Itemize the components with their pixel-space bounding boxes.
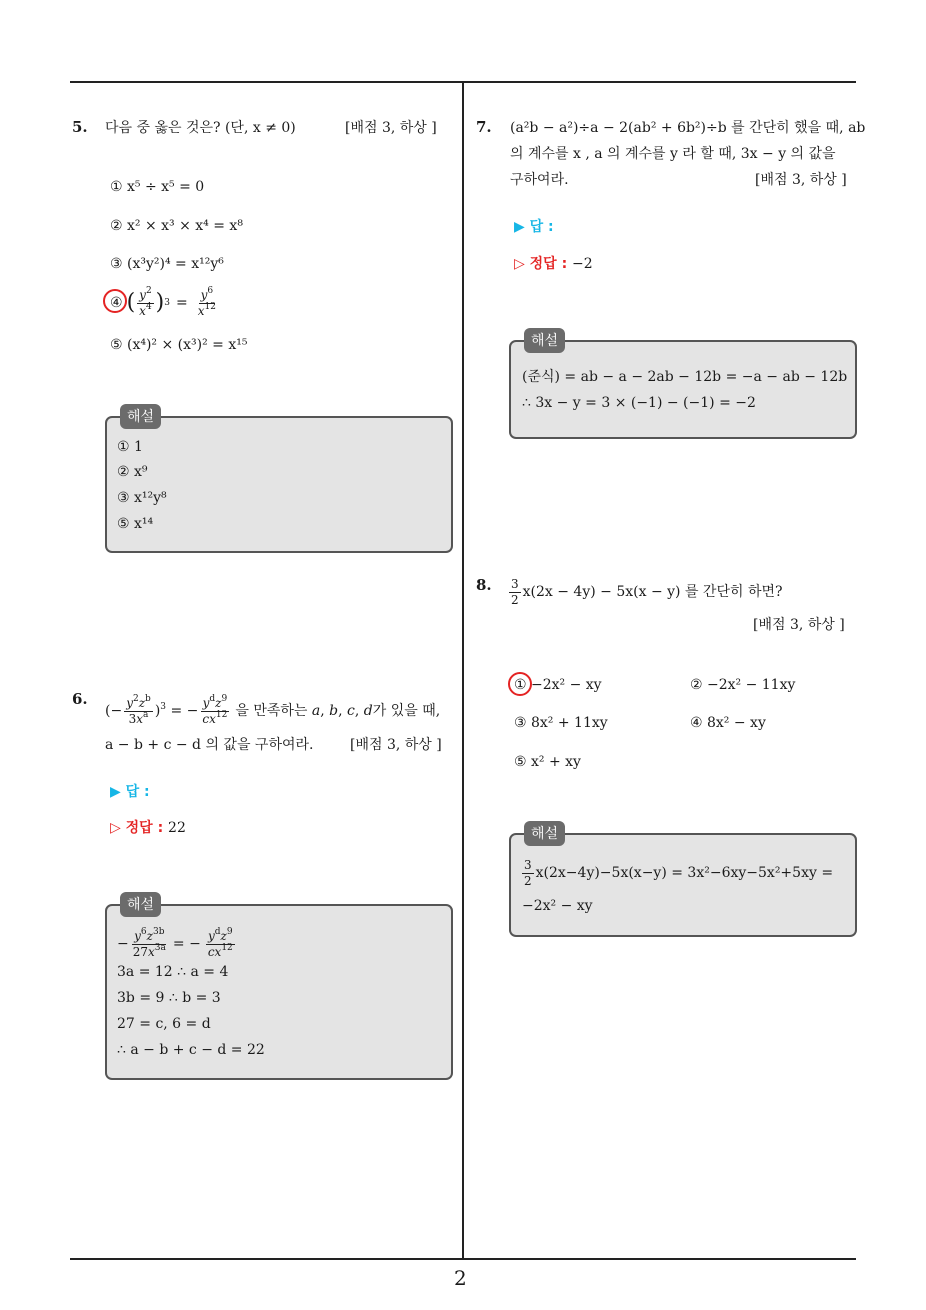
question-number: 6. bbox=[72, 690, 88, 708]
option-5[interactable]: ⑤ (x⁴)² × (x³)² = x¹⁵ bbox=[110, 337, 248, 353]
explanation-tag: 해설 bbox=[120, 892, 161, 917]
option-4[interactable]: ④ 8x² − xy bbox=[690, 715, 766, 731]
page-number: 2 bbox=[454, 1266, 467, 1290]
explanation-box bbox=[509, 340, 857, 439]
explanation-tag: 해설 bbox=[524, 821, 565, 846]
question-number: 8. bbox=[476, 576, 492, 594]
bottom-rule bbox=[70, 1258, 856, 1260]
column-divider bbox=[462, 83, 464, 1260]
explanation-line: (준식) = ab − a − 2ab − 12b = −a − ab − 12b bbox=[522, 369, 848, 385]
option-2[interactable]: ② −2x² − 11xy bbox=[690, 677, 796, 693]
question-number: 5. bbox=[72, 118, 88, 136]
score-label: [배점 3, 하상 ] bbox=[345, 120, 437, 136]
option-5[interactable]: ⑤ x² + xy bbox=[514, 754, 581, 770]
correct-value: 22 bbox=[168, 820, 186, 836]
explanation-line: ∴ 3x − y = 3 × (−1) − (−1) = −2 bbox=[522, 395, 756, 411]
explanation-line: ② x⁹ bbox=[117, 464, 148, 480]
option-4-marker: ④ bbox=[110, 295, 123, 311]
explanation-line: ∴ a − b + c − d = 22 bbox=[117, 1042, 265, 1058]
explanation-formula: − $\frac{y^6z^{3b}}{27x^{3a}}$ = − $\frac{y^dz^9}{cx^{12}}$ bbox=[117, 926, 233, 959]
question-text: 구하여라. bbox=[510, 172, 569, 188]
question-text: a − b + c − d 의 값을 구하여라. bbox=[105, 737, 314, 753]
question-number: 7. bbox=[476, 118, 492, 136]
selected-answer-circle bbox=[508, 672, 532, 696]
correct-label: ▷ 정답 : bbox=[110, 820, 164, 836]
explanation-tag: 해설 bbox=[120, 404, 161, 429]
correct-answer bbox=[514, 253, 593, 273]
question-text: x(2x − 4y) − 5x(x − y) 를 간단히 하면? bbox=[522, 584, 783, 600]
explanation-line: ① 1 bbox=[117, 439, 143, 455]
explanation-line: 3b = 9 ∴ b = 3 bbox=[117, 990, 221, 1006]
question-text: 다음 중 옳은 것은? (단, x ≠ 0) bbox=[105, 120, 296, 136]
score-label: [배점 3, 하상 ] bbox=[753, 617, 845, 633]
option-3[interactable]: ③ 8x² + 11xy bbox=[514, 715, 608, 731]
explanation-formula: $\frac{3}{2}$ x(2x−4y)−5x(x−y) = 3x²−6xy−5x²+5xy = bbox=[524, 857, 834, 888]
correct-label: ▷ 정답 : bbox=[514, 256, 568, 272]
question-formula: (− $\frac{y^2z^b}{3x^a}$ )$^3$ = − $\frac{y^dz^9}{cx^{12}}$ 을 만족하는 a, b, c, d가 있을 때, bbox=[105, 693, 441, 726]
option-4-formula: ( $\frac{y^2}{x^4}$ ) 3 = $\frac{y^6}{x^{12}}$ bbox=[126, 285, 216, 318]
score-label: [배점 3, 하상 ] bbox=[350, 737, 442, 753]
score-label: [배점 3, 하상 ] bbox=[755, 172, 847, 188]
option-1[interactable]: ① x⁵ ÷ x⁵ = 0 bbox=[110, 179, 205, 195]
answer-label[interactable]: ▶ 답 : bbox=[514, 219, 554, 235]
explanation-box bbox=[105, 416, 453, 553]
explanation-line: x(2x−4y)−5x(x−y) = 3x²−6xy−5x²+5xy = bbox=[535, 865, 834, 881]
question-formula: $\frac{3}{2}$ x(2x − 4y) − 5x(x − y) 를 간단히 하면? bbox=[511, 576, 783, 607]
option-1[interactable]: ① −2x² − xy bbox=[514, 677, 602, 693]
answer-label[interactable]: ▶ 답 : bbox=[110, 784, 150, 800]
question-text: 의 계수를 x , a 의 계수를 y 라 할 때, 3x − y 의 값을 bbox=[510, 146, 836, 162]
question-text: (a²b − a²)÷a − 2(ab² + 6b²)÷b 를 간단히 했을 때, ab bbox=[510, 120, 866, 136]
explanation-line: ⑤ x¹⁴ bbox=[117, 516, 154, 532]
correct-value: −2 bbox=[572, 256, 593, 272]
option-2[interactable]: ② x² × x³ × x⁴ = x⁸ bbox=[110, 218, 243, 234]
selected-answer-circle bbox=[103, 289, 127, 313]
option-3[interactable]: ③ (x³y²)⁴ = x¹²y⁶ bbox=[110, 256, 224, 272]
explanation-line: 27 = c, 6 = d bbox=[117, 1016, 211, 1032]
explanation-line: −2x² − xy bbox=[522, 898, 593, 914]
explanation-line: ③ x¹²y⁸ bbox=[117, 490, 167, 506]
explanation-tag: 해설 bbox=[524, 328, 565, 353]
correct-answer bbox=[110, 817, 186, 837]
explanation-line: 3a = 12 ∴ a = 4 bbox=[117, 964, 229, 980]
